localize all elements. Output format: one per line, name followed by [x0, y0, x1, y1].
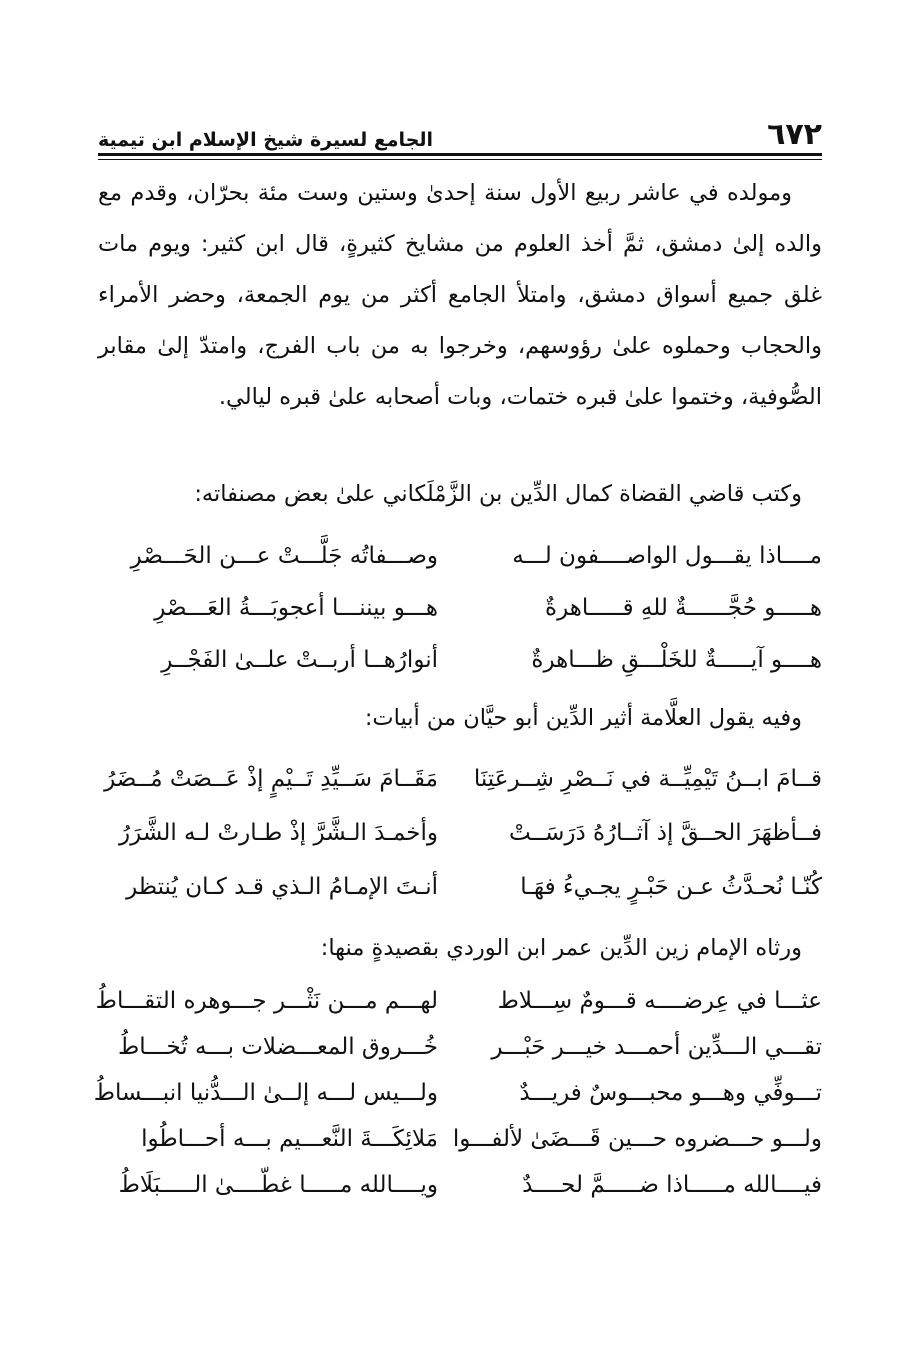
page-number: ٦٧٢	[767, 117, 822, 152]
verse-line	[93, 1070, 822, 1116]
verse-line	[98, 752, 822, 806]
verse-first-hemistich: تـــوفِّي وهـــو محبـــوسٌ فريـــدٌ	[519, 1080, 822, 1106]
verse-line	[98, 530, 822, 582]
verse-line	[98, 860, 822, 914]
verse-first-hemistich: ولـــو حـــضروه حـــين قَـــضَىٰ لألفـــوا	[452, 1126, 822, 1152]
header-rule	[98, 153, 822, 156]
verse-line	[98, 582, 822, 634]
verse-second-hemistich: خُـــروق المعـــضلات بـــه تُخـــاطُ	[117, 1034, 438, 1060]
page-header	[98, 110, 822, 150]
verse-line	[98, 1162, 822, 1208]
poem-1	[98, 530, 822, 686]
verse-second-hemistich: مَلائِكَـــةَ النَّعـــيم بـــه أحـــاطُوا	[141, 1126, 438, 1152]
poem-3	[93, 978, 822, 1208]
verse-line	[98, 806, 822, 860]
poem-intro-3: ورثاه الإمام زين الدِّين عمر ابن الوردي بقصيدةٍ منها:	[320, 935, 802, 961]
verse-first-hemistich: هـــــو حُجَّــــــةٌ للهِ قـــــاهرةٌ	[545, 595, 822, 621]
verse-second-hemistich: ولـــيس لـــه إلــىٰ الـــدُّنيا انبـــساطُ	[93, 1080, 438, 1106]
verse-line	[98, 634, 822, 686]
poem-2	[98, 752, 822, 914]
verse-second-hemistich: وصـــفاتُه جَلَّـــتْ عـــن الحَـــصْرِ	[130, 543, 438, 569]
verse-first-hemistich: تقـــي الـــدِّين أحمـــد خيـــر حَبْـــر	[491, 1034, 822, 1060]
verse-line	[98, 1024, 822, 1070]
verse-line	[98, 1116, 822, 1162]
verse-second-hemistich: ويــــالله مـــــا غطّــــىٰ الـــــبَلَاطُ	[118, 1172, 438, 1198]
header-rule-thin	[98, 159, 822, 160]
verse-first-hemistich: فــأظهَرَ الحــقَّ إذ آثــارُهُ دَرَسَــتْ	[509, 820, 822, 846]
verse-second-hemistich: أنوارُهــا أربــتْ علــىٰ الفَجْــرِ	[161, 647, 438, 673]
verse-second-hemistich: أنـتَ الإمـامُ الـذي قـد كـان يُنتظر	[126, 874, 438, 900]
verse-first-hemistich: قــامَ ابــنُ تَيْمِيِّــة في نَــصْرِ شِــرعَتِنَا	[473, 766, 822, 792]
verse-first-hemistich: هــــو آيـــــةٌ للخَلْـــقِ ظـــاهرةٌ	[531, 647, 822, 673]
poem-intro-2: وفيه يقول العلَّامة أثير الدِّين أبو حيَّان من أبيات:	[364, 705, 802, 731]
verse-second-hemistich: وأخمـدَ الـشَّرَّ إذْ طـارتْ لـه الشَّرَرُ	[119, 820, 438, 846]
verse-line	[95, 978, 822, 1024]
running-title: الجامع لسيرة شيخ الإسلام ابن تيمية	[98, 129, 434, 151]
verse-second-hemistich: لهـــم مـــن نَثْـــر جـــوهره التقـــاطُ	[95, 988, 438, 1014]
verse-second-hemistich: هـــو بيننـــا أعجوبَـــةُ العَـــصْرِ	[154, 595, 438, 621]
verse-first-hemistich: عثـــا في عِرضــــه قـــومٌ سِـــلاط	[497, 988, 822, 1014]
verse-second-hemistich: مَقَــامَ سَــيِّدِ تَــيْمٍ إذْ عَــصَتْ مُــضَرُ	[104, 766, 438, 792]
verse-first-hemistich: فيــــالله مـــــاذا ضـــــمَّ لحــــدٌ	[522, 1172, 822, 1198]
poem-intro-1: وكتب قاضي القضاة كمال الدِّين بن الزَّمْلَكاني علىٰ بعض مصنفاته:	[194, 481, 802, 507]
verse-first-hemistich: مــــاذا يقـــول الواصــــفون لـــه	[512, 543, 822, 569]
paragraph-text: ومولده في عاشر ربيع الأول سنة إحدىٰ وستين وست مئة بحرّان، وقدم مع والده إلىٰ دمشق، ثمَّ أخذ العلوم من مشايخ كثيرةٍ، قال ابن كثير: ويوم مات غلق جميع أسواق دمشق، وامتلأ الجامع أكثر من يوم الجمعة، وحضر الأمراء والحجاب وحملوه علىٰ رؤوسهم، وخرجوا به من باب الفرج، وامتدّ إلىٰ مقابر الصُّوفية، وختموا علىٰ قبره ختمات، وبات أصحابه علىٰ قبره ليالي.	[98, 180, 822, 410]
body-paragraph	[98, 168, 822, 423]
verse-first-hemistich: كُنّـا نُحـدَّثُ عـن حَبْـرٍ يجـيءُ فهَـا	[520, 874, 822, 900]
